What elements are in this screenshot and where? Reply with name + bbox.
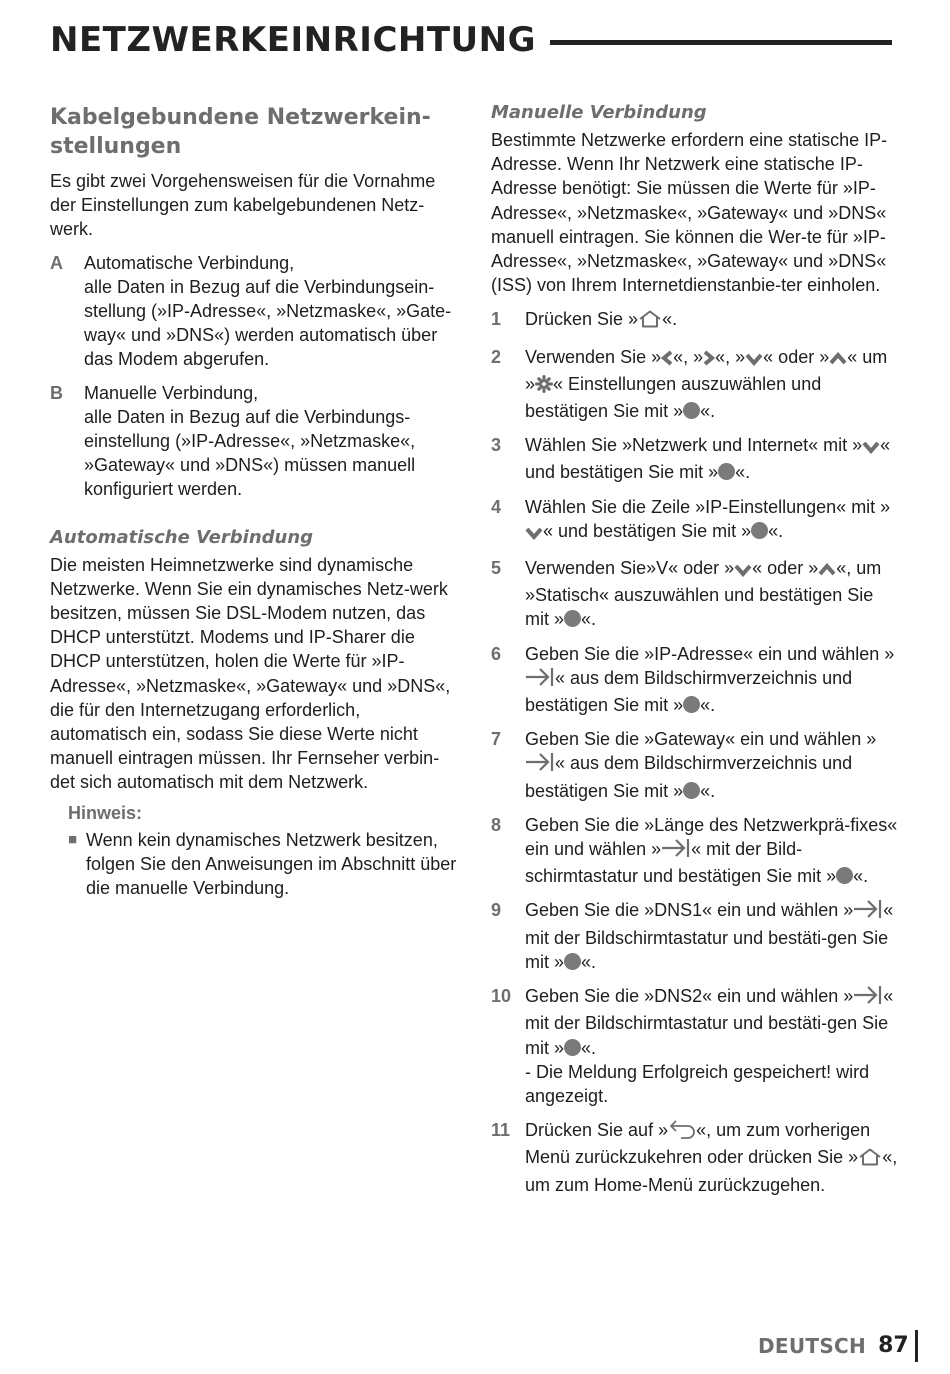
step-text-segment: «. xyxy=(700,695,716,716)
step-text-segment: Geben Sie die »DNS2« ein und wählen » xyxy=(525,986,854,1007)
steps-list xyxy=(491,307,899,1196)
gear-icon xyxy=(535,375,553,399)
step-text-segment: Geben Sie die »Länge des Netzwerkprä-fixes« ein und wählen » xyxy=(525,814,898,860)
ok-icon xyxy=(683,696,700,713)
ok-icon xyxy=(718,463,735,480)
step-text-segment: «. xyxy=(768,520,784,541)
step-item xyxy=(491,898,899,974)
home-icon xyxy=(638,310,662,334)
manual-heading: Manuelle Verbindung xyxy=(491,102,707,123)
step-item xyxy=(491,813,899,889)
step-text-segment: «. xyxy=(581,951,597,972)
ok-icon xyxy=(683,402,700,419)
manual-text: Bestimmte Netzwerke erfordern eine statische IP-Adresse. Wenn Ihr Netzwerk eine statische IP-Adresse benötigt: Sie müssen die Werte für »IP-Adresse«, »Netzmaske«, »Gateway« und »DNS« manuell eintragen. Sie können die Wer-te für »IP-Adresse«, »Netzmaske«, »Gateway« und »DNS« (ISS) von Ihrem Internetdienstanbie-ter einholen. xyxy=(491,130,888,296)
step-text-segment: Drücken Sie auf » xyxy=(525,1120,669,1141)
step-text-segment: «. - Die Meldung Erfolgreich gespeichert! wird angezeigt. xyxy=(525,1037,870,1106)
step-text xyxy=(525,307,899,334)
step-text-segment: «. xyxy=(700,401,716,422)
step-text-segment: Geben Sie die »DNS1« ein und wählen » xyxy=(525,900,854,921)
step-text xyxy=(525,727,899,803)
step-number: 3 xyxy=(491,435,502,456)
step-text-segment: «, um »Statisch« auszuwählen und bestätigen Sie mit » xyxy=(525,558,882,630)
step-number: 11 xyxy=(491,1120,511,1141)
page-number: 87 xyxy=(878,1330,918,1362)
intro-text: Es gibt zwei Vorgehensweisen für die Vornahme der Einstellungen zum kabelgebundenen Netz-werk. xyxy=(50,171,436,240)
step-item xyxy=(491,727,899,803)
hint-title: Hinweis: xyxy=(68,802,143,823)
up-icon xyxy=(818,559,836,583)
step-text-segment: «. xyxy=(662,309,678,330)
ok-icon xyxy=(836,867,853,884)
step-number: 2 xyxy=(491,346,502,367)
step-number: 5 xyxy=(491,558,502,579)
step-text-segment: Drücken Sie » xyxy=(525,309,639,330)
hint-box xyxy=(68,800,460,901)
step-item xyxy=(491,345,899,424)
step-text xyxy=(525,984,899,1108)
step-item xyxy=(491,1118,899,1197)
step-text-segment: «. xyxy=(853,866,869,887)
page-header xyxy=(50,18,892,62)
step-text-segment: Wählen Sie die Zeile »IP-Einstellungen« mit » xyxy=(525,496,891,517)
step-number: 4 xyxy=(491,496,502,517)
hint-text: Wenn kein dynamisches Netzwerk besitzen, folgen Sie den Anweisungen im Abschnitt über die manuelle Verbindung. xyxy=(86,829,457,899)
square-bullet-icon: ■ xyxy=(68,830,78,848)
hint-item xyxy=(68,828,460,901)
ok-icon xyxy=(564,610,581,627)
step-text-segment: «, » xyxy=(715,346,746,367)
down-icon xyxy=(745,348,763,372)
down-icon xyxy=(734,559,752,583)
step-text xyxy=(525,556,899,632)
next-icon xyxy=(853,985,883,1011)
step-item xyxy=(491,433,899,484)
step-number: 7 xyxy=(491,729,502,750)
step-text-segment: Geben Sie die »Gateway« ein und wählen » xyxy=(525,729,877,750)
step-text-segment: Geben Sie die »IP-Adresse« ein und wählen » xyxy=(525,643,895,664)
down-icon xyxy=(862,436,880,460)
step-text xyxy=(525,1118,899,1197)
step-text-segment: «, » xyxy=(673,346,704,367)
step-text-segment: « mit der Bildschirmtastatur und bestäti-gen Sie mit » xyxy=(525,986,894,1058)
step-text-segment: Verwenden Sie » xyxy=(525,346,662,367)
ok-icon xyxy=(564,953,581,970)
step-number: 8 xyxy=(491,814,502,835)
step-number: 10 xyxy=(491,986,512,1007)
list-item-head: Manuelle Verbindung, xyxy=(84,382,259,403)
home-icon xyxy=(858,1148,882,1172)
back-icon xyxy=(668,1119,696,1145)
section-title xyxy=(50,103,460,161)
step-text xyxy=(525,642,899,718)
step-text-segment: « oder » xyxy=(752,558,819,579)
step-text xyxy=(525,898,899,974)
step-text-segment: «, um zum Home-Menü zurückzugehen. xyxy=(525,1147,898,1195)
list-item-b xyxy=(50,381,460,502)
ok-icon xyxy=(683,782,700,799)
right-icon xyxy=(703,348,715,372)
step-text-segment: « oder » xyxy=(763,346,830,367)
step-number: 9 xyxy=(491,900,502,921)
auto-text: Die meisten Heimnetzwerke sind dynamische Netzwerke. Wenn Sie ein dynamisches Netz-werk besitzen, müssen Sie DSL-Modem nutzen, das DHCP unterstützt. Modems und IP-Sharer die DHCP unterstützen, holen die Werte für »IP-Adresse«, »Netzmaske«, »Gateway« und »DNS«, die für den Internetzugang erforderlich, automatisch ein, sodass Sie diese Werte nicht manuell eintragen müssen. Ihr Fernseher verbin-det sich automatisch mit dem Netzwerk. xyxy=(50,554,451,793)
list-item-head: Automatische Verbindung, xyxy=(84,252,295,273)
ok-icon xyxy=(751,522,768,539)
section-title-text: Kabelgebundene Netzwerkein- stellungen xyxy=(50,105,431,159)
page-title: NETZWERKEINRICHTUNG xyxy=(50,20,537,60)
header-rule xyxy=(550,40,892,45)
next-icon xyxy=(525,667,555,693)
step-item xyxy=(491,984,899,1108)
list-item-text: alle Daten in Bezug auf die Verbindungs-einstellung (»IP-Adresse«, »Netzmaske«, »Gateway« und »DNS«) müssen manuell konfiguriert werden. xyxy=(84,406,416,500)
step-text-segment: Wählen Sie »Netzwerk und Internet« mit » xyxy=(525,435,863,456)
list-item-text: alle Daten in Bezug auf die Verbindungsein-stellung (»IP-Adresse«, »Netzmaske«, »Gate-way« und »DNS«) werden automatisch über das Modem abgerufen. xyxy=(84,276,452,370)
list-letter: B xyxy=(50,382,63,403)
list-letter: A xyxy=(50,252,63,273)
step-item xyxy=(491,307,899,334)
step-number: 6 xyxy=(491,643,502,664)
step-number: 1 xyxy=(491,309,502,330)
down-icon xyxy=(525,522,543,546)
step-item xyxy=(491,642,899,718)
list-item-a xyxy=(50,251,460,372)
step-text-segment: « und bestätigen Sie mit » xyxy=(543,520,752,541)
step-text-segment: « mit der Bild-schirmtastatur und bestätigen Sie mit » xyxy=(525,839,837,887)
step-text xyxy=(525,495,899,546)
step-text-segment: «. xyxy=(735,462,751,483)
step-text-segment: « mit der Bildschirmtastatur und bestäti-gen Sie mit » xyxy=(525,900,894,972)
auto-heading: Automatische Verbindung xyxy=(50,526,314,548)
ok-icon xyxy=(564,1039,581,1056)
footer-language: DEUTSCH xyxy=(758,1334,867,1358)
step-text-segment: «, um zum vorherigen Menü zurückzukehren oder drücken Sie » xyxy=(525,1120,871,1168)
step-text-segment: « aus dem Bildschirmverzeichnis und bestätigen Sie mit » xyxy=(525,753,853,801)
right-column xyxy=(491,100,899,1197)
up-icon xyxy=(829,348,847,372)
next-icon xyxy=(525,752,555,778)
step-text-segment: « Einstellungen auszuwählen und bestätigen Sie mit » xyxy=(525,373,822,422)
step-text-segment: «. xyxy=(700,780,716,801)
step-text xyxy=(525,345,899,424)
step-text-segment: «. xyxy=(581,609,597,630)
step-text xyxy=(525,433,899,484)
step-item xyxy=(491,556,899,632)
step-text xyxy=(525,813,899,889)
left-icon xyxy=(661,348,673,372)
next-icon xyxy=(661,838,691,864)
left-column xyxy=(50,100,460,900)
step-text-segment: « um » xyxy=(525,346,888,394)
step-text-segment: « und bestätigen Sie mit » xyxy=(525,435,891,483)
step-text-segment: « aus dem Bildschirmverzeichnis und bestätigen Sie mit » xyxy=(525,667,853,716)
step-item xyxy=(491,495,899,546)
next-icon xyxy=(853,899,883,925)
step-text-segment: Verwenden Sie»V« oder » xyxy=(525,558,735,579)
page-footer xyxy=(758,1330,918,1362)
